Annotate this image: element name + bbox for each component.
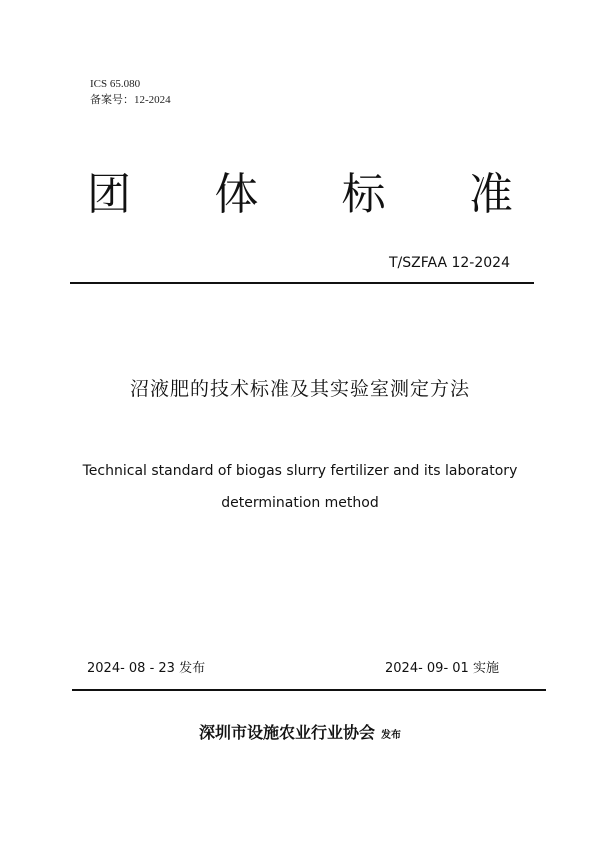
publisher — [0, 720, 600, 743]
chinese-title: 沼液肥的技术标准及其实验室测定方法 — [129, 378, 470, 400]
document-type-char: 体 — [214, 169, 259, 220]
document-type-char: 团 — [87, 169, 131, 220]
filing-number: 备案号：12-2024 — [90, 94, 171, 106]
publisher-name: 深圳市设施农业行业协会 — [198, 723, 375, 742]
ics-code: ICS 65.080 — [90, 78, 141, 90]
document-type-title — [85, 160, 515, 220]
implementation-date: 2024- 09- 01 实施 — [385, 661, 499, 676]
publisher-suffix: 发布 — [381, 730, 401, 741]
english-title-line-2: determination method — [221, 495, 379, 511]
bottom-divider — [72, 689, 546, 691]
document-type-char: 标 — [341, 169, 386, 220]
english-title-line-1: Technical standard of biogas slurry fertilizer and its laboratory — [82, 463, 518, 479]
top-divider — [70, 282, 534, 284]
english-title — [0, 455, 600, 519]
document-type-char: 准 — [468, 169, 513, 220]
standard-number: T/SZFAA 12-2024 — [388, 255, 510, 271]
issue-date: 2024- 08 - 23 发布 — [87, 661, 206, 676]
